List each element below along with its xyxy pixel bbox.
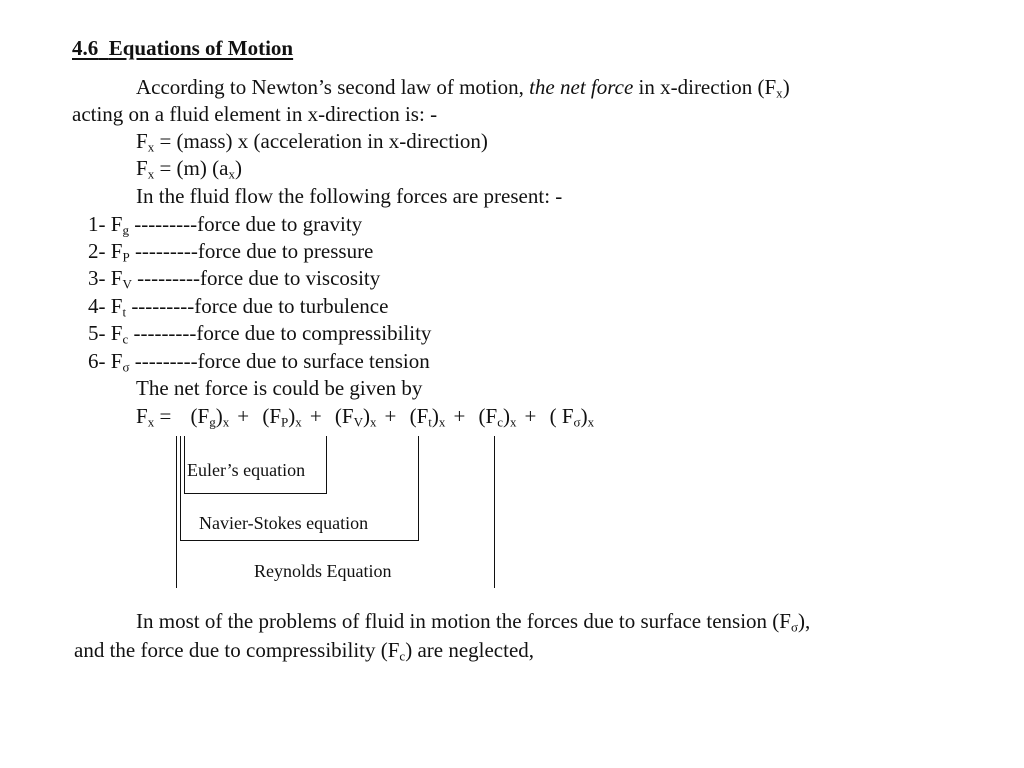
force-symbol: F	[110, 212, 123, 236]
net-term-viscosity: $(F_V)_x$	[334, 404, 377, 430]
force-sub: V	[122, 276, 132, 292]
intro-sub: x	[776, 85, 783, 101]
plus-sign: +	[237, 404, 250, 428]
conclusion-line-1	[136, 609, 811, 635]
force-symbol: F	[110, 266, 123, 290]
force-desc: ---------force due to viscosity	[137, 266, 381, 290]
force-item	[88, 266, 381, 292]
force-sub: P	[122, 249, 130, 265]
conclusion-sub-1: σ	[790, 619, 798, 635]
force-sub: c	[122, 331, 129, 347]
net-force-equation	[136, 404, 595, 430]
force-item	[88, 321, 432, 347]
section-heading	[72, 38, 293, 59]
force-desc: ---------force due to pressure	[134, 239, 374, 263]
reynolds-bracket-left	[176, 436, 177, 588]
intro-text-a: According to Newton’s second law of motion,	[136, 75, 524, 99]
net-equals: =	[159, 404, 172, 428]
equation-newton-1	[136, 129, 488, 155]
force-desc: ---------force due to compressibility	[133, 321, 432, 345]
force-num: 3-	[88, 266, 106, 290]
force-sub: t	[122, 304, 127, 320]
force-item	[88, 349, 430, 375]
intro-text-c: )	[782, 75, 790, 99]
force-item	[88, 294, 389, 320]
conclusion-text-a: In most of the problems of fluid in motion the forces due to surface tension (F	[136, 609, 791, 633]
eq2-rhs-a: = (m) (a	[154, 156, 229, 180]
equation-newton-2	[136, 156, 242, 182]
plus-sign: +	[524, 404, 537, 428]
force-desc: ---------force due to surface tension	[134, 349, 430, 373]
force-num: 1-	[88, 212, 106, 236]
euler-bracket-bottom	[184, 493, 327, 494]
force-sub: g	[122, 222, 129, 238]
reynolds-bracket-right	[494, 436, 495, 588]
conclusion-text-c: and the force due to compressibility (F	[74, 638, 400, 662]
net-term-compressibility: $(F_c)_x$	[478, 404, 517, 430]
eq1-rhs: = (mass) x (acceleration in x-direction)	[154, 129, 488, 153]
section-title: Equations of Motion	[108, 36, 294, 60]
net-term-pressure: $(F_P)_x$	[262, 404, 302, 430]
conclusion-sub-2: c	[399, 648, 406, 664]
force-num: 4-	[88, 294, 106, 318]
force-symbol: F	[110, 349, 123, 373]
force-symbol: F	[110, 294, 123, 318]
net-term-surface-tension: ( $F_\sigma)_x$	[549, 404, 595, 430]
eq2-lhs-sub: x	[147, 166, 155, 182]
force-num: 2-	[88, 239, 106, 263]
intro-line-1	[136, 75, 790, 101]
plus-sign: +	[309, 404, 322, 428]
conclusion-line-2	[74, 638, 535, 664]
conclusion-text-b: ),	[797, 609, 811, 633]
force-symbol: F	[110, 321, 123, 345]
plus-sign: +	[384, 404, 397, 428]
intro-italic: the net force	[529, 75, 634, 99]
plus-sign: +	[453, 404, 466, 428]
navier-stokes-label: Navier-Stokes equation	[199, 513, 369, 533]
euler-bracket-left-inner	[184, 436, 185, 494]
net-force-intro: The net force is could be given by	[136, 376, 423, 400]
eq2-rhs-sub: x	[228, 166, 235, 182]
conclusion-text-d: ) are neglected,	[405, 638, 535, 662]
navier-bracket-bottom	[180, 540, 419, 541]
eq2-lhs: F	[136, 156, 148, 180]
euler-equation-label: Euler’s equation	[187, 460, 306, 480]
net-term-gravity: $(F_g)_x$	[190, 404, 230, 430]
force-sub: σ	[122, 359, 130, 375]
eq1-lhs-sub: x	[147, 139, 155, 155]
euler-bracket-right	[326, 436, 327, 494]
force-symbol: F	[110, 239, 123, 263]
intro-text-b: in x-direction (F	[638, 75, 777, 99]
force-num: 5-	[88, 321, 106, 345]
navier-bracket-right	[418, 436, 419, 541]
force-desc: ---------force due to turbulence	[131, 294, 389, 318]
force-item	[88, 212, 363, 238]
eq1-lhs: F	[136, 129, 148, 153]
force-desc: ---------force due to gravity	[134, 212, 363, 236]
navier-bracket-left	[180, 494, 181, 540]
force-num: 6-	[88, 349, 106, 373]
force-item	[88, 239, 374, 265]
section-number: 4.6	[72, 36, 99, 60]
intro-line-2: acting on a fluid element in x-direction is: -	[72, 102, 438, 126]
net-lhs: F	[136, 404, 148, 428]
eq2-rhs-b: )	[234, 156, 242, 180]
net-lhs-sub: x	[147, 414, 155, 430]
reynolds-equation-label: Reynolds Equation	[254, 561, 392, 581]
forces-intro: In the fluid flow the following forces are present: -	[136, 184, 563, 208]
euler-bracket-left-outer	[180, 436, 181, 494]
net-term-turbulence: $(F_t)_x$	[409, 404, 446, 430]
